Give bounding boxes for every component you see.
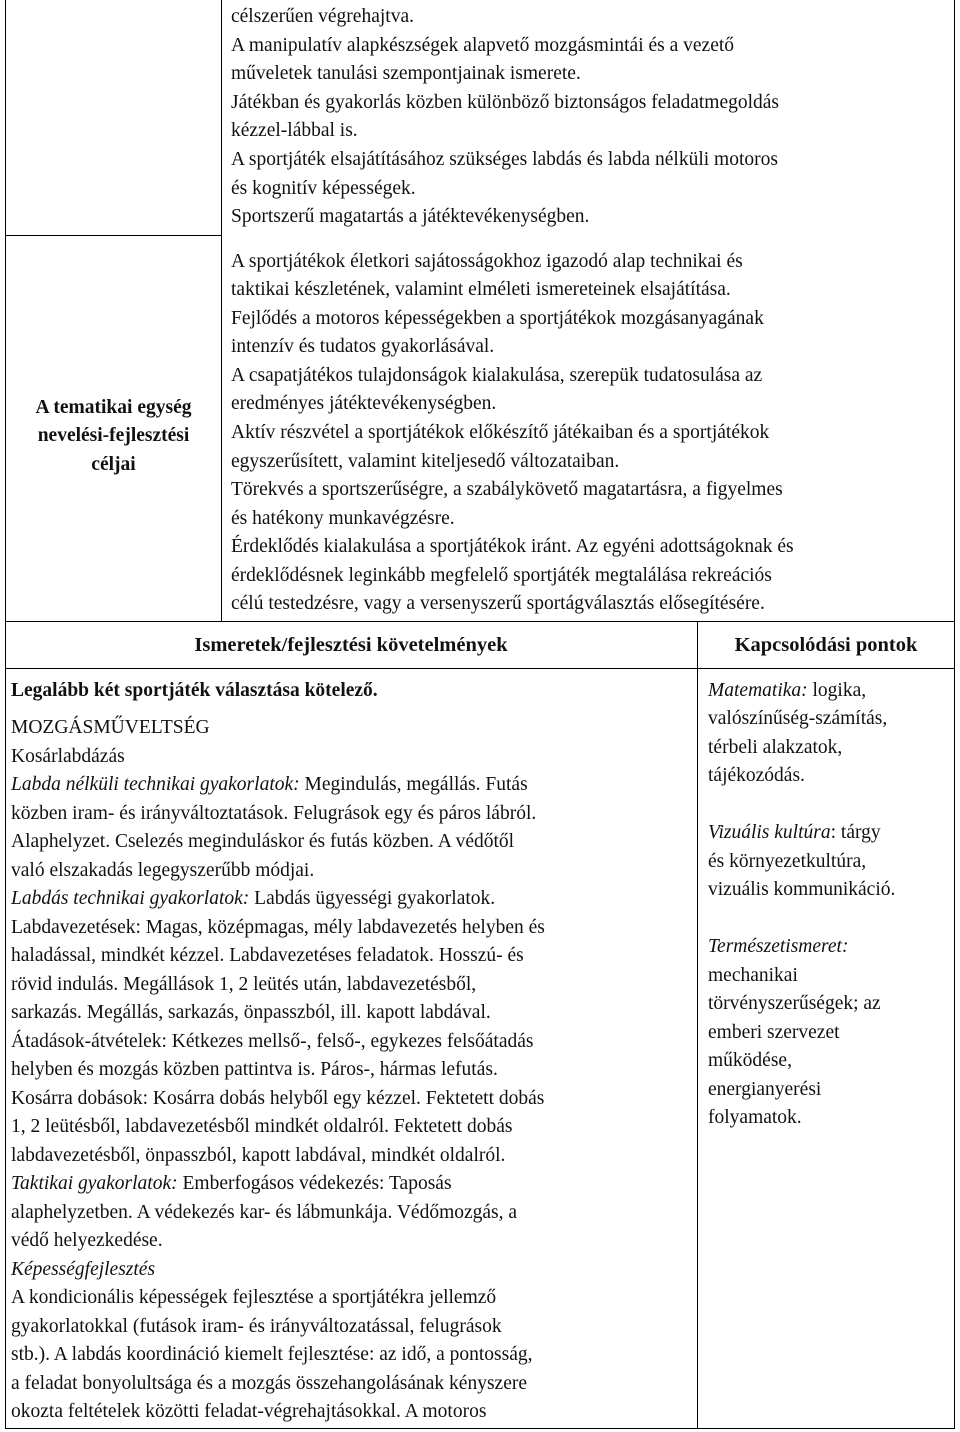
requirements-line: közben iram- és irányváltoztatások. Felugrások egy és páros lábról. (11, 803, 537, 824)
label-column-divider (221, 0, 222, 621)
requirements-line (11, 885, 495, 914)
header-row-bottom-border (5, 668, 955, 669)
intro-line: A manipulatív alapkészségek alapvető mozgásmintái és a vezető (231, 35, 735, 56)
requirements-line: labdavezetésből, önpasszból, kapott labdával, mindkét oldalról. (11, 1145, 506, 1166)
requirements-line: Labdavezetések: Magas, középmagas, mély labdavezetés helyben és (11, 917, 545, 938)
intro-line: kézzel-lábbal is. (231, 120, 358, 141)
goals-label-line: céljai (91, 454, 136, 475)
requirements-line (11, 771, 528, 800)
connection-line: és környezetkultúra, (708, 851, 867, 872)
requirements-line: Kosárra dobások: Kosárra dobás helyből egy kézzel. Fektetett dobás (11, 1088, 545, 1109)
connection-line: valószínűség-számítás, (708, 708, 888, 729)
connection-line: emberi szervezet (708, 1022, 840, 1043)
intro-line: műveletek tanulási szempontjainak ismerete. (231, 63, 581, 84)
table-border-left (5, 0, 6, 1428)
requirements-line: 1, 2 leütésből, labdavezetésből mindkét oldalról. Fektetett dobás (11, 1116, 513, 1137)
connection-line: folyamatok. (708, 1107, 802, 1128)
requirements-line: való elszakadás legegyszerűbb módjai. (11, 860, 315, 881)
goals-label-line: A tematikai egység (35, 397, 192, 418)
intro-line: célszerűen végrehajtva. (231, 6, 414, 27)
goals-line: Fejlődés a motoros képességekben a sportjátékok mozgásanyagának (231, 308, 764, 329)
goals-line: Törekvés a sportszerűségre, a szabálykövető magatartásra, a figyelmes (231, 479, 783, 500)
requirements-line: védő helyezkedése. (11, 1230, 163, 1251)
subject-label: Vizuális kultúra (708, 822, 831, 843)
line-text: Megindulás, megállás. Futás (299, 774, 528, 795)
requirements-line: gyakorlatokkal (futások iram- és irányváltozatással, felugrások (11, 1316, 502, 1337)
connection-line: térbeli alakzatok, (708, 737, 843, 758)
connection-line: vizuális kommunikáció. (708, 879, 896, 900)
requirements-line: sarkazás. Megállás, sarkazás, önpasszból, ill. kapott labdával. (11, 1002, 491, 1023)
requirements-line: alaphelyzetben. A védekezés kar- és lábmunkája. Védőmozgás, a (11, 1202, 518, 1223)
requirements-line: stb.). A labdás koordináció kiemelt fejlesztése: az idő, a pontosság, (11, 1344, 533, 1365)
mandatory-note: Legalább két sportjáték választása kötelező. (11, 680, 378, 701)
connection-line (708, 819, 881, 848)
subheading: Képességfejlesztés (11, 1259, 156, 1280)
connection-line: tájékozódás. (708, 765, 805, 786)
subheading: Labdás technikai gyakorlatok: (11, 888, 250, 909)
line-text: logika, (807, 680, 867, 701)
goals-line: A csapatjátékos tulajdonságok kialakulása, szerepük tudatosulása az (231, 365, 763, 386)
requirements-line: helyben és mozgás közben pattintva is. Páros-, hármas lefutás. (11, 1059, 498, 1080)
sport-title: Kosárlabdázás (11, 746, 125, 767)
header-row-top-border (5, 621, 955, 622)
connections-header: Kapcsolódási pontok (734, 634, 918, 656)
requirements-line: A kondicionális képességek fejlesztése a sportjátékra jellemző (11, 1287, 497, 1308)
goals-line: A sportjátékok életkori sajátosságokhoz igazodó alap technikai és (231, 251, 743, 272)
goals-line: Aktív részvétel a sportjátékok előkészítő játékaiban és a sportjátékok (231, 422, 770, 443)
connections-column-divider (697, 621, 698, 1429)
subject-label: Természetismeret: (708, 936, 849, 957)
requirements-line: okozta feltételek közötti feladat-végrehajtásokkal. A motoros (11, 1401, 487, 1422)
intro-line: és kognitív képességek. (231, 178, 416, 199)
requirements-line (11, 1170, 452, 1199)
line-text: Emberfogásos védekezés: Taposás (177, 1173, 452, 1194)
subheading: Taktikai gyakorlatok: (11, 1173, 178, 1194)
requirements-line: rövid indulás. Megállások 1, 2 leütés után, labdavezetésből, (11, 974, 477, 995)
line-text: Labdás ügyességi gyakorlatok. (249, 888, 496, 909)
goals-label-line: nevelési-fejlesztési (37, 425, 190, 446)
table-border-bottom (5, 1428, 955, 1429)
requirements-line: haladással, mindkét kézzel. Labdavezetéses feladatok. Hosszú- és (11, 945, 524, 966)
goals-line: intenzív és tudatos gyakorlásával. (231, 336, 495, 357)
line-text: : tárgy (830, 822, 881, 843)
requirements-line: Átadások-átvételek: Kétkezes mellső-, felső-, egykezes felsőátadás (11, 1031, 534, 1052)
connection-line (708, 677, 866, 706)
subheading: Labda nélküli technikai gyakorlatok: (11, 774, 300, 795)
intro-line: Sportszerű magatartás a játéktevékenységben. (231, 206, 590, 227)
goals-line: érdeklődésnek leginkább megfelelő sportjáték megtalálása rekreációs (231, 565, 772, 586)
intro-line: Játékban és gyakorlás közben különböző biztonságos feladatmegoldás (231, 92, 780, 113)
connection-line: energianyerési (708, 1079, 822, 1100)
requirements-header: Ismeretek/fejlesztési követelmények (194, 634, 508, 656)
goals-line: és hatékony munkavégzésre. (231, 508, 455, 529)
subject-label: Matematika: (708, 680, 808, 701)
connection-line: mechanikai (708, 965, 798, 986)
goals-row-divider (5, 235, 221, 236)
requirements-line: a feladat bonyolultsága és a mozgás összehangolásának kényszere (11, 1373, 528, 1394)
intro-line: A sportjáték elsajátításához szükséges labdás és labda nélküli motoros (231, 149, 778, 170)
goals-line: taktikai készletének, valamint elméleti ismereteinek elsajátítása. (231, 279, 731, 300)
requirements-line: Alaphelyzet. Cselezés meginduláskor és futás közben. A védőtől (11, 831, 515, 852)
section-title: MOZGÁSMŰVELTSÉG (11, 717, 210, 738)
goals-line: eredményes játéktevékenységben. (231, 393, 497, 414)
goals-line: célú testedzésre, vagy a versenyszerű sportágválasztás elősegítésére. (231, 593, 765, 614)
connection-line: működése, (708, 1050, 792, 1071)
goals-line: egyszerűsített, valamint kiteljesedő változataiban. (231, 451, 620, 472)
table-border-right (954, 0, 955, 1428)
connection-line: törvényszerűségek; az (708, 993, 881, 1014)
goals-line: Érdeklődés kialakulása a sportjátékok iránt. Az egyéni adottságoknak és (231, 536, 794, 557)
